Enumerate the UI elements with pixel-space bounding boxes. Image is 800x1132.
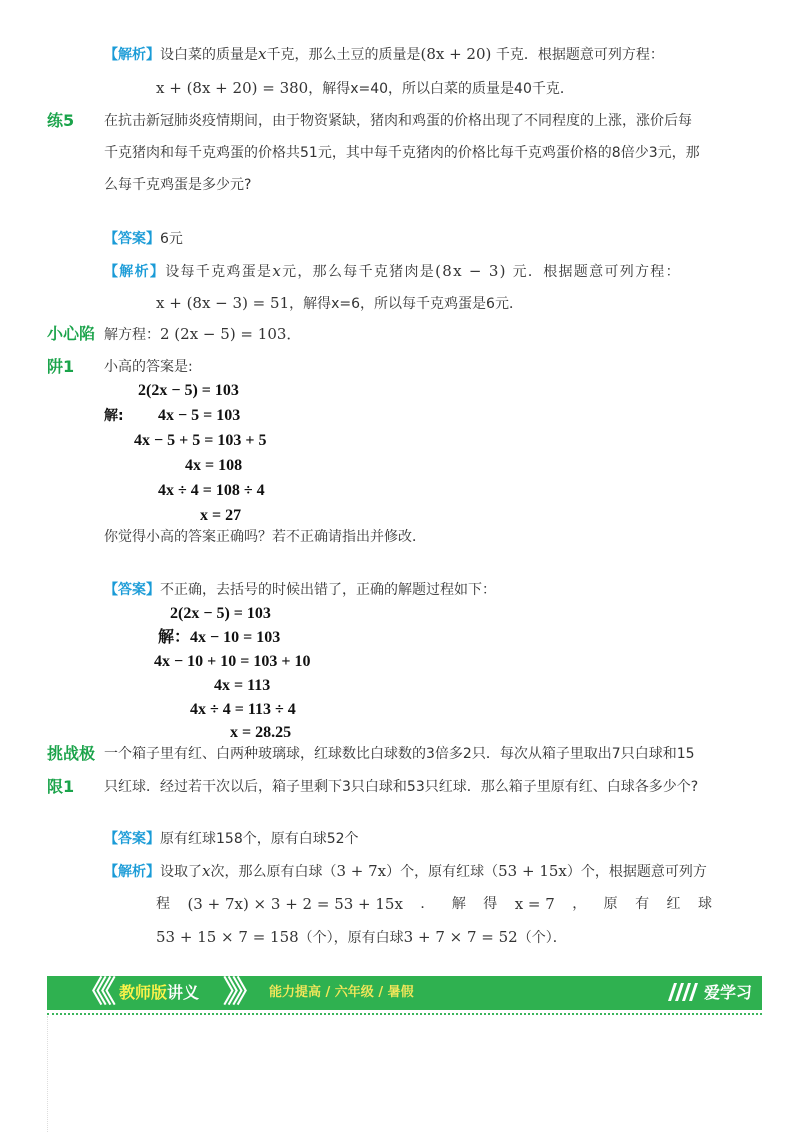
tiaozhan-problem-line2: 只红球．经过若干次以后，箱子里剩下3只白球和53只红球．那么箱子里原有红、白球各多少个? [104, 779, 699, 795]
jie-label: 解: [104, 408, 124, 424]
tiaozhan-jiexi-line3: 53 + 15 × 7 = 158（个），原有白球3 + 7 × 7 = 52（个）． [156, 928, 567, 946]
section-label-lian5: 练5 [47, 111, 75, 130]
xiaoxin-intro: 小高的答案是: [104, 359, 193, 375]
wrong-step-5: 4x ÷ 4 = 108 ÷ 4 [158, 482, 265, 499]
sec1-jiexi-line1: 【解析】设白菜的质量是x千克，那么土豆的质量是(8x + 20) 千克．根据题意可列方程： [104, 45, 664, 63]
section-label-xiaoxin-2: 阱1 [47, 357, 75, 376]
footer-dotted-divider [47, 1013, 762, 1015]
footer-brand: 爱学习 [666, 976, 752, 1010]
tiaozhan-jiexi-line1: 【解析】设取了x次，那么原有白球（3 + 7x）个，原有红球（53 + 15x）个，根据题意可列方 [104, 862, 707, 880]
footer-breadcrumb: 能力提高 / 六年级 / 暑假 [269, 985, 414, 1000]
right-step-3: 4x − 10 + 10 = 103 + 10 [154, 653, 311, 670]
footer-banner [47, 976, 762, 1010]
footer-title: 教师版讲义 [119, 983, 200, 1002]
chevron-right-icon: 》》 [223, 976, 256, 1010]
brand-logo-icon [666, 981, 700, 1003]
right-step-5: 4x ÷ 4 = 113 ÷ 4 [190, 701, 296, 718]
jiexi-tag: 【解析】 [104, 47, 160, 63]
lian5-problem-line2: 千克猪肉和每千克鸡蛋的价格共51元，其中每千克猪肉的价格比每千克鸡蛋价格的8倍少3元，那 [104, 145, 700, 161]
tiaozhan-answer: 【答案】原有红球158个，原有白球52个 [104, 831, 359, 847]
wrong-step-1: 2(2x − 5) = 103 [138, 382, 239, 399]
xiaoxin-answer: 【答案】不正确，去括号的时候出错了，正确的解题过程如下： [104, 582, 496, 598]
wrong-step-4: 4x = 108 [185, 457, 243, 474]
lian5-answer: 【答案】6元 [104, 231, 183, 247]
lian5-jiexi-line2: x + (8x − 3) = 51，解得x=6，所以每千克鸡蛋是6元． [156, 294, 523, 312]
lian5-jiexi-line1: 【解析】设每千克鸡蛋是x元，那么每千克猪肉是(8x − 3) 元．根据题意可列方程： [104, 262, 681, 280]
right-step-6: x = 28.25 [230, 724, 292, 741]
chevron-left-icon: 《《 [77, 976, 110, 1010]
sec1-jiexi-line2: x + (8x + 20) = 380，解得x=40，所以白菜的质量是40千克． [156, 79, 574, 97]
section-label-tiaozhan-1: 挑战极 [47, 744, 96, 763]
lian5-problem-line3: 么每千克鸡蛋是多少元? [104, 177, 252, 193]
tiaozhan-jiexi-line2: 程 (3 + 7x) × 3 + 2 = 53 + 15x ． 解 得 x = 7 ， 原 有 红 球 [156, 895, 712, 913]
section-label-xiaoxin-1: 小心陷 [47, 324, 96, 343]
right-step-1: 2(2x − 5) = 103 [170, 605, 271, 622]
lian5-problem-line1: 在抗击新冠肺炎疫情期间，由于物资紧缺，猪肉和鸡蛋的价格出现了不同程度的上涨，涨价后每 [104, 113, 692, 129]
xiaoxin-problem: 解方程：2 (2x − 5) = 103． [104, 325, 302, 343]
right-step-2: 解：4x − 10 = 103 [158, 629, 281, 646]
page-margin-line [47, 1016, 48, 1132]
xiaoxin-question: 你觉得小高的答案正确吗？若不正确请指出并修改． [104, 529, 426, 545]
wrong-step-3: 4x − 5 + 5 = 103 + 5 [134, 432, 267, 449]
section-label-tiaozhan-2: 限1 [47, 777, 75, 796]
right-step-4: 4x = 113 [214, 677, 271, 694]
wrong-step-6: x = 27 [200, 507, 242, 524]
wrong-step-2: 4x − 5 = 103 [158, 407, 241, 424]
tiaozhan-problem-line1: 一个箱子里有红、白两种玻璃球，红球数比白球数的3倍多2只．每次从箱子里取出7只白球和15 [104, 746, 695, 762]
